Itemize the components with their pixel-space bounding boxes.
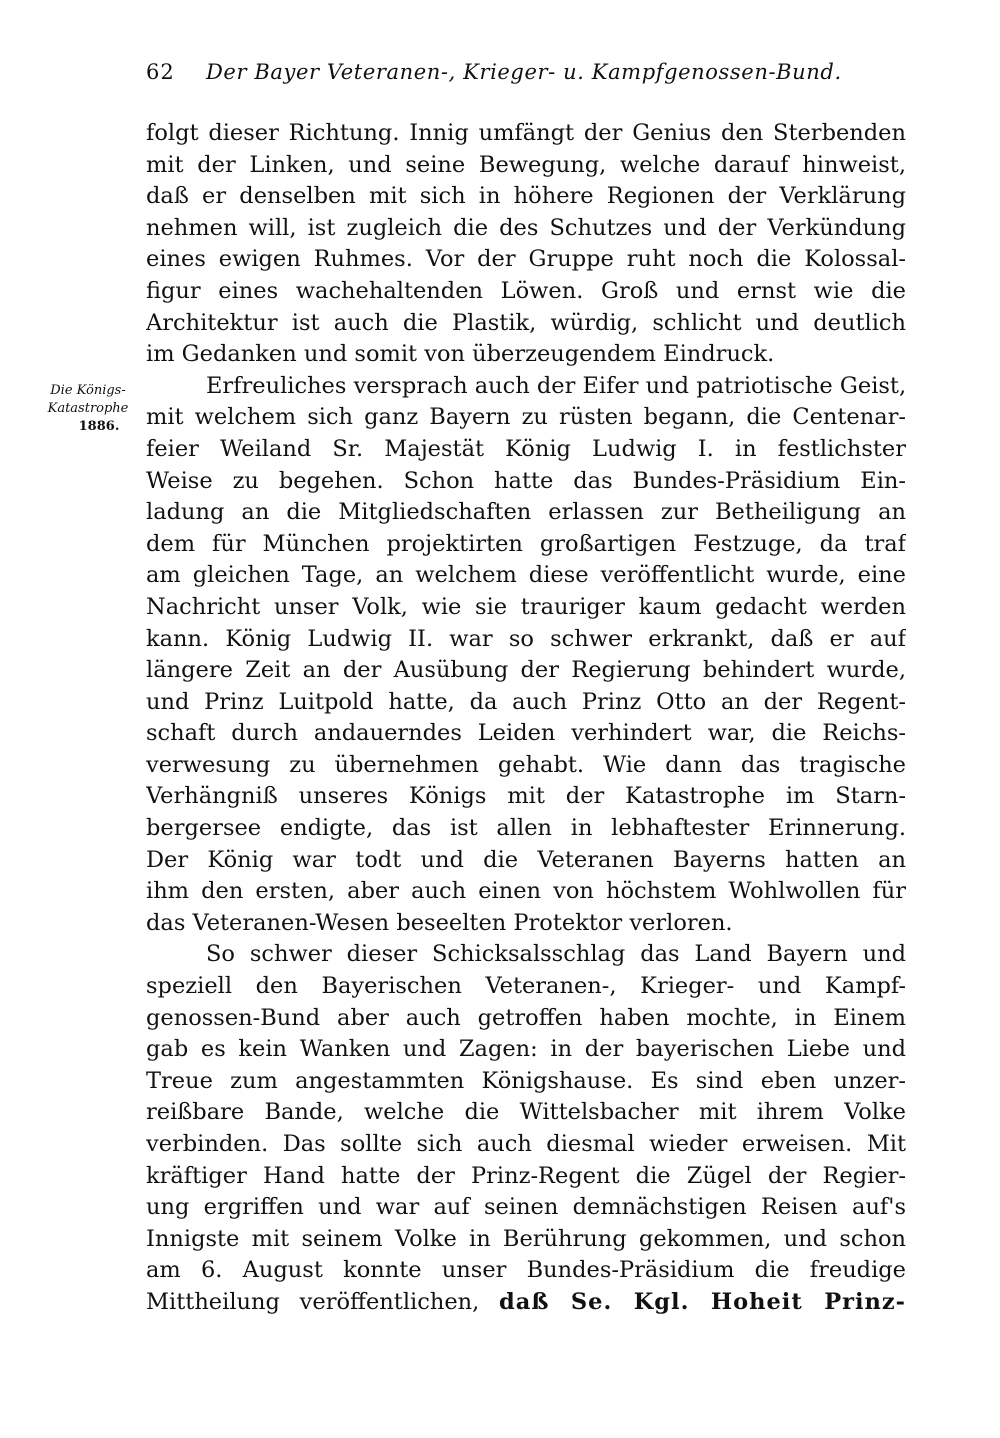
text-line: So schwer dieser Schicksalsschlag das Land Bayern und: [206, 941, 906, 968]
text-line: figur eines wachehaltenden Löwen. Groß und ernst wie die: [146, 277, 906, 304]
page-number: 62: [146, 60, 175, 84]
text-line: Verhängniß unseres Königs mit der Katastrophe im Starn-: [146, 783, 906, 810]
text-line: eines ewigen Ruhmes. Vor der Gruppe ruht noch die Kolossal-: [146, 246, 906, 273]
text-line: und Prinz Luitpold hatte, da auch Prinz Otto an der Regent-: [146, 688, 906, 715]
text-line: das Veteranen-Wesen beseelten Protektor verloren.: [146, 909, 733, 936]
final-line-normal: Mittheilung veröffentlichen,: [146, 1288, 500, 1315]
text-line: gab es kein Wanken und Zagen: in der bayerischen Liebe und: [146, 1036, 906, 1063]
margin-note: [32, 382, 144, 436]
text-line: speziell den Bayerischen Veteranen-, Krieger- und Kampf-: [146, 973, 906, 1000]
text-line: am gleichen Tage, an welchem diese veröffentlicht wurde, eine: [146, 562, 906, 589]
text-line: mit welchem sich ganz Bayern zu rüsten begann, die Centenar-: [146, 404, 906, 431]
text-line: am 6. August konnte unser Bundes-Präsidium die freudige: [146, 1257, 906, 1284]
text-line: im Gedanken und somit von überzeugendem Eindruck.: [146, 341, 775, 368]
text-line: reißbare Bande, welche die Wittelsbacher mit ihrem Volke: [146, 1099, 906, 1126]
text-line: kräftiger Hand hatte der Prinz-Regent die Zügel der Regier-: [146, 1162, 906, 1189]
text-line: bergersee endigte, das ist allen in lebhaftester Erinnerung.: [146, 815, 906, 842]
text-line: längere Zeit an der Ausübung der Regierung behindert wurde,: [146, 657, 906, 684]
text-line: Erfreuliches versprach auch der Eifer und patriotische Geist,: [206, 372, 906, 399]
text-line: ihm den ersten, aber auch einen von höchstem Wohlwollen für: [146, 878, 906, 905]
text-line: Treue zum angestammten Königshause. Es sind eben unzer-: [146, 1067, 906, 1094]
paragraph-2: [146, 371, 906, 940]
text-line: kann. König Ludwig II. war so schwer erkrankt, daß er auf: [146, 625, 906, 652]
text-line: Architektur ist auch die Plastik, würdig, schlicht und deutlich: [146, 309, 906, 336]
text-line: daß er denselben mit sich in höhere Regionen der Verklärung: [146, 183, 906, 210]
text-line-final: [146, 1287, 906, 1319]
margin-note-line: Die Königs-: [50, 383, 126, 398]
paragraph-1: [146, 118, 906, 371]
text-line: ladung an die Mitgliedschaften erlassen zur Betheiligung an: [146, 499, 906, 526]
text-line: feier Weiland Sr. Majestät König Ludwig I. in festlichster: [146, 435, 906, 462]
text-line: schaft durch andauerndes Leiden verhindert war, die Reichs-: [146, 720, 906, 747]
text-line: folgt dieser Richtung. Innig umfängt der Genius den Sterbenden: [146, 120, 906, 146]
text-line: Der König war todt und die Veteranen Bayerns hatten an: [146, 846, 906, 873]
text-line: genossen-Bund aber auch getroffen haben mochte, in Einem: [146, 1004, 906, 1031]
text-line: Weise zu begehen. Schon hatte das Bundes-Präsidium Ein-: [146, 467, 906, 494]
margin-note-year: 1886.: [78, 419, 120, 434]
text-line: Nachricht unser Volk, wie sie trauriger kaum gedacht werden: [146, 593, 906, 620]
margin-note-line: Katastrophe: [47, 401, 129, 416]
paragraph-3: [146, 939, 906, 1318]
text-line: nehmen will, ist zugleich die des Schutzes und der Verkündung: [146, 214, 906, 241]
final-line-bold: daß Se. Kgl. Hoheit Prinz-: [499, 1288, 906, 1315]
text-line: verwesung zu übernehmen gehabt. Wie dann das tragische: [146, 751, 906, 778]
text-line: ung ergriffen und war auf seinen demnächstigen Reisen auf's: [146, 1194, 906, 1221]
running-title: Der Bayer Veteranen-, Krieger- u. Kampfgenossen-Bund.: [206, 60, 842, 84]
body-text: [146, 118, 906, 1319]
text-line: mit der Linken, und seine Bewegung, welche darauf hinweist,: [146, 151, 906, 178]
text-line: dem für München projektirten großartigen Festzuge, da traf: [146, 530, 906, 557]
page-header: [140, 60, 900, 94]
text-line: Innigste mit seinem Volke in Berührung gekommen, und schon: [146, 1225, 906, 1252]
text-line: verbinden. Das sollte sich auch diesmal wieder erweisen. Mit: [146, 1131, 906, 1157]
